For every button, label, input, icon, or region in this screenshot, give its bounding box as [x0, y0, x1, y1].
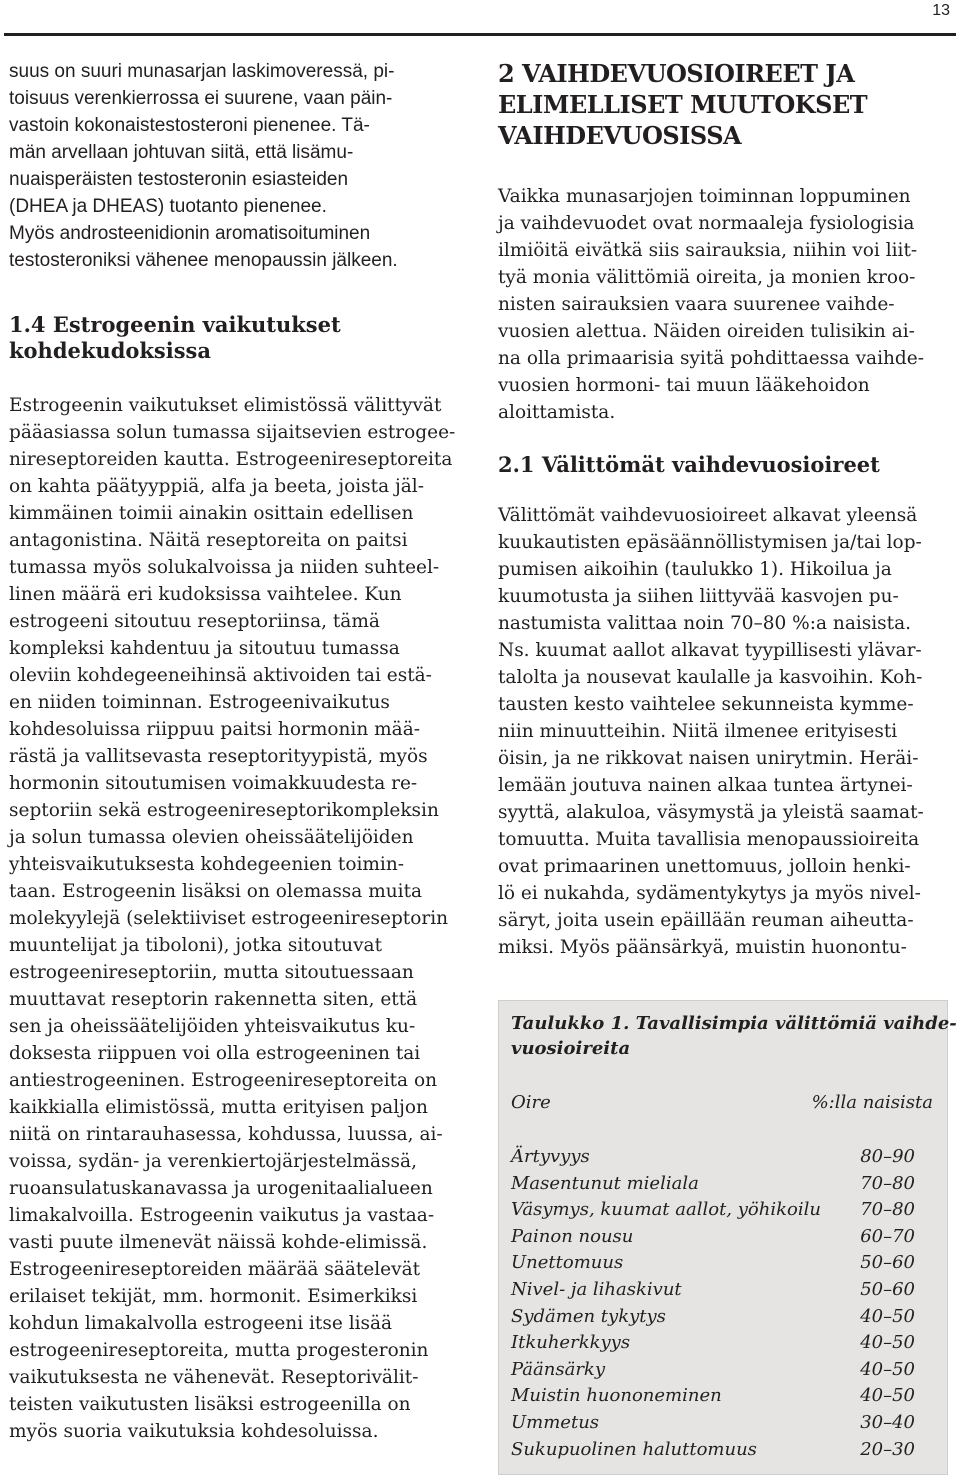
subsection-body — [498, 502, 950, 961]
text-line: sen ja oheissäätelijöiden yhteisvaikutus ku- — [9, 1016, 416, 1037]
percent-cell: 60–70 — [860, 1225, 915, 1247]
percent-cell: 40–50 — [860, 1332, 915, 1354]
percent-cell: 40–50 — [860, 1385, 915, 1407]
text-line: säryt, joita usein epäillään reuman aiheutta- — [498, 910, 914, 931]
text-line: on kahta päätyyppiä, alfa ja beeta, joista jäl- — [9, 476, 424, 497]
table-row — [511, 1197, 935, 1224]
text-line: vasti puute ilmenevät näissä kohde-elimissä. — [9, 1232, 428, 1253]
text-line: voissa, sydän- ja verenkiertojärjestelmässä, — [9, 1151, 417, 1172]
text-line: vuosien hormoni- tai muun lääkehoidon — [498, 375, 870, 396]
header-rule — [4, 33, 956, 36]
text-line: nisten sairauksien vaara suurenee vaihde- — [498, 294, 895, 315]
symptom-cell: Itkuherkkyys — [511, 1332, 631, 1354]
table-row — [511, 1277, 935, 1304]
chapter-heading — [498, 58, 950, 151]
text-line: nastumista valittaa noin 70–80 %:a naisista. — [498, 613, 912, 634]
text-line: vuosien alettua. Näiden oireiden tulisikin ai- — [498, 321, 915, 342]
text-line: kohdekudoksissa — [9, 338, 211, 363]
header-percent: %:lla naisista — [811, 1092, 933, 1113]
text-line: hormonin sitoutumisen voimakkuudesta re- — [9, 773, 418, 794]
text-line: muuntelijat ja tiboloni), jotka sitoutuvat — [9, 935, 383, 956]
text-line: toisuus verenkierrossa ei suurene, vaan päin- — [9, 88, 393, 109]
text-line: vastoin kokonaistestosteroni pienenee. Tä- — [9, 115, 370, 136]
percent-cell: 20–30 — [860, 1438, 915, 1460]
text-line: taan. Estrogeenin lisäksi on olemassa muita — [9, 881, 423, 902]
text-line: Estrogeenireseptoreiden määrää säätelevät — [9, 1259, 421, 1280]
subsection-heading: 2.1 Välittömät vaihdevuosioireet — [498, 452, 880, 477]
symptom-cell: Painon nousu — [511, 1225, 634, 1247]
text-line: ELIMELLISET MUUTOKSET — [498, 90, 868, 119]
header-symptom: Oire — [511, 1092, 551, 1113]
text-line: 2 VAIHDEVUOSIOIREET JA — [498, 59, 855, 88]
text-line: pääasiassa solun tumassa sijaitsevien estrogee- — [9, 422, 456, 443]
symptom-cell: Ummetus — [511, 1411, 600, 1433]
text-line: estrogeenireseptoriin, mutta sitoutuessaan — [9, 962, 414, 983]
section-body — [9, 392, 459, 1445]
table-row — [511, 1224, 935, 1251]
percent-cell: 50–60 — [860, 1252, 915, 1274]
symptom-table — [498, 1000, 957, 1475]
text-line: nuaisperäisten testosteronin esiasteiden — [9, 169, 349, 190]
text-line: antagonistina. Näitä reseptoreita on paitsi — [9, 530, 408, 551]
text-line: rästä ja vallitsevasta reseptorityypistä, myös — [9, 746, 428, 767]
text-line: kaikkialla elimistössä, mutta erityisen paljon — [9, 1097, 428, 1118]
text-line: tumassa myös solukalvoissa ja niiden suhteel- — [9, 557, 440, 578]
percent-cell: 70–80 — [860, 1199, 915, 1221]
text-line: ruoansulatuskanavassa ja urogenitaalialueen — [9, 1178, 433, 1199]
table-row — [511, 1410, 935, 1437]
text-line: talolta ja nousevat kaulalle ja kasvoihin. Koh- — [498, 667, 923, 688]
symptom-cell: Ärtyvyys — [511, 1146, 590, 1167]
text-line: teisten vaikutusten lisäksi estrogeenilla on — [9, 1394, 411, 1415]
percent-cell: 80–90 — [860, 1146, 915, 1167]
text-line: en niiden toiminnan. Estrogeenivaikutus — [9, 692, 390, 713]
text-line: kuumotusta ja siihen liittyvää kasvojen pu- — [498, 586, 899, 607]
text-line: lemään joutuva nainen alkaa tuntea ärtynei- — [498, 775, 913, 796]
text-line: ovat primaarinen unettomuus, jolloin henki- — [498, 856, 911, 877]
text-line: syyttä, alakuloa, väsymystä ja yleistä saamat- — [498, 802, 924, 823]
text-line: Ns. kuumat aallot alkavat tyypillisesti ylävar- — [498, 640, 922, 661]
symptom-cell: Sydämen tykytys — [511, 1305, 666, 1327]
text-line: Taulukko 1. Tavallisimpia välittömiä vaihde- — [511, 1013, 957, 1034]
text-line: miksi. Myös päänsärkyä, muistin huonontu- — [498, 937, 907, 958]
table-row — [511, 1144, 935, 1171]
text-line: ja solun tumassa olevien oheissäätelijöiden — [9, 827, 414, 848]
right-column — [498, 58, 950, 961]
text-line: (DHEA ja DHEAS) tuotanto pienenee. — [9, 196, 327, 217]
text-line: vuosioireita — [511, 1038, 631, 1059]
section-heading — [9, 312, 459, 364]
text-line: muuttavat reseptorin rakennetta siten, että — [9, 989, 418, 1010]
text-line: Estrogeenin vaikutukset elimistössä välittyvät — [9, 395, 442, 416]
table-row — [511, 1304, 935, 1331]
text-line: na olla primaarisia syitä pohdittaessa vaihde- — [498, 348, 924, 369]
left-column — [9, 58, 459, 1445]
percent-cell: 50–60 — [860, 1278, 915, 1300]
text-line: molekyylejä (selektiiviset estrogeenireseptorin — [9, 908, 449, 929]
text-line: myös suoria vaikutuksia kohdesoluissa. — [9, 1421, 379, 1442]
percent-cell: 30–40 — [860, 1411, 915, 1433]
text-line: kuukautisten epäsäännöllistymisen ja/tai lop- — [498, 532, 922, 553]
table-row — [511, 1437, 935, 1464]
text-line: lö ei nukahda, sydämentykytys ja myös nivel- — [498, 883, 921, 904]
table-row — [511, 1330, 935, 1357]
text-line: män arvellaan johtuvan siitä, että lisämu- — [9, 142, 354, 163]
table-row — [511, 1171, 935, 1198]
text-line: suus on suuri munasarjan laskimoveressä, pi- — [9, 61, 395, 82]
table-header — [511, 1090, 935, 1116]
text-line: yhteisvaikutuksesta kohdegeenien toimin- — [9, 854, 405, 875]
symptom-cell: Muistin huononeminen — [511, 1385, 722, 1407]
text-line: antiestrogeeninen. Estrogeenireseptoreita on — [9, 1070, 438, 1091]
percent-cell: 40–50 — [860, 1358, 915, 1380]
symptom-cell: Unettomuus — [511, 1252, 624, 1274]
text-line: VAIHDEVUOSISSA — [498, 121, 742, 150]
text-line: oleviin kohdegeeneihinsä aktivoiden tai estä- — [9, 665, 432, 686]
text-line: ja vaihdevuodet ovat normaaleja fysiologisia — [498, 213, 915, 234]
text-line: vaikutuksesta ne vähenevät. Reseptorivälit- — [9, 1367, 419, 1388]
symptom-cell: Masentunut mieliala — [511, 1172, 699, 1194]
text-line: aloittamista. — [498, 402, 616, 423]
text-line: linen määrä eri kudoksissa vaihtelee. Kun — [9, 584, 402, 605]
text-line: niitä on rintarauhasessa, kohdussa, luussa, ai- — [9, 1124, 443, 1145]
page-number: 13 — [932, 2, 950, 19]
chapter-intro — [498, 183, 950, 426]
text-line: erilaiset tekijät, mm. hormonit. Esimerkiksi — [9, 1286, 418, 1307]
text-line: nireseptoreiden kautta. Estrogeenireseptoreita — [9, 449, 453, 470]
text-line: Vaikka munasarjojen toiminnan loppuminen — [498, 186, 911, 207]
table-row — [511, 1250, 935, 1277]
text-line: limakalvoilla. Estrogeenin vaikutus ja vastaa- — [9, 1205, 435, 1226]
text-line: tyä monia välittömiä oireita, ja monien kroo- — [498, 267, 916, 288]
table-title — [511, 1011, 957, 1061]
text-line: öisin, ja ne rikkovat naisen unirytmin. Heräi- — [498, 748, 919, 769]
text-line: testosteroniksi vähenee menopaussin jälkeen. — [9, 250, 398, 271]
text-line: tomuutta. Muita tavallisia menopaussioireita — [498, 829, 920, 850]
symptom-cell: Sukupuolinen haluttomuus — [511, 1438, 757, 1460]
text-line: kompleksi kahdentuu ja sitoutuu tumassa — [9, 638, 400, 659]
text-line: kimmäinen toimii ainakin osittain edellisen — [9, 503, 414, 524]
text-line: kohdun limakalvolla estrogeeni itse lisää — [9, 1313, 393, 1334]
text-line: Välittömät vaihdevuosioireet alkavat yleensä — [498, 505, 918, 526]
text-line: tausten kesto vaihtelee sekunneista kymme- — [498, 694, 914, 715]
percent-cell: 40–50 — [860, 1305, 915, 1327]
text-line: kohdesoluissa riippuu paitsi hormonin mää- — [9, 719, 420, 740]
table-row — [511, 1357, 935, 1384]
text-line: Myös androsteenidionin aromatisoituminen — [9, 223, 371, 244]
text-line: estrogeeni sitoutuu reseptoriinsa, tämä — [9, 611, 380, 632]
intro-paragraph — [9, 58, 459, 274]
text-line: niin minuutteihin. Niitä ilmenee erityisesti — [498, 721, 898, 742]
symptom-cell: Päänsärky — [511, 1358, 606, 1380]
text-line: ilmiöitä eivätkä siis sairauksia, niihin voi liit- — [498, 240, 918, 261]
table-rows — [511, 1144, 935, 1463]
text-line: doksesta riippuen voi olla estrogeeninen tai — [9, 1043, 421, 1064]
text-line: estrogeenireseptoreita, mutta progesteronin — [9, 1340, 429, 1361]
table-row — [511, 1383, 935, 1410]
symptom-cell: Nivel- ja lihaskivut — [511, 1278, 682, 1300]
percent-cell: 70–80 — [860, 1172, 915, 1194]
text-line: pumisen aikoihin (taulukko 1). Hikoilua ja — [498, 559, 892, 580]
text-line: septoriin sekä estrogeenireseptorikompleksin — [9, 800, 439, 821]
text-line: 1.4 Estrogeenin vaikutukset — [9, 312, 341, 337]
symptom-cell: Väsymys, kuumat aallot, yöhikoilu — [511, 1199, 821, 1221]
